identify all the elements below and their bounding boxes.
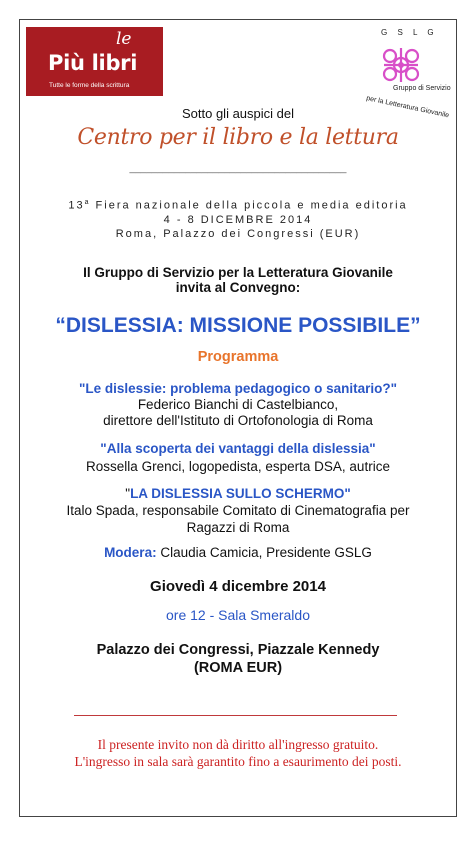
entry-note-line1: Il presente invito non dà diritto all'ingresso gratuito. [97, 737, 379, 752]
talk-3 [19, 485, 457, 536]
venue-line2: (ROMA EUR) [193, 660, 283, 676]
programma-heading: Programma [197, 349, 279, 365]
moderatore-label: Modera: [104, 545, 157, 560]
talk-3-speaker-org: Ragazzi di Roma [186, 520, 290, 535]
intro-line1: Il Gruppo di Servizio per la Letteratura Giovanile [83, 265, 393, 280]
invitation-intro [19, 265, 457, 295]
talk-3-speaker: Italo Spada, responsabile Comitato di Cinematografia per [66, 503, 410, 518]
gslg-letters: G S L G [381, 28, 438, 37]
moderatore [19, 545, 457, 560]
fiera-line1: 13$^a$ Fiera nazionale della piccola e media editoria [68, 199, 408, 212]
talk-2-speaker: Rossella Grenci, logopedista, esperta DSA, autrice [86, 459, 390, 474]
fiera-info [19, 196, 457, 241]
event-date: Giovedì 4 dicembre 2014 [150, 578, 326, 595]
venue-line1: Palazzo dei Congressi, Piazzale Kennedy [96, 642, 380, 658]
intro-line2: invita al Convegno: [175, 280, 301, 295]
event-venue [19, 641, 457, 677]
logo-tagline: Tutte le forme della scrittura [49, 82, 130, 89]
fiera-location: Roma, Palazzo dei Congressi (EUR) [115, 227, 361, 240]
fiera-dates: 4 - 8 DICEMBRE 2014 [163, 213, 313, 226]
entry-note [19, 736, 457, 770]
logo-main-text: Più libri [48, 51, 138, 75]
talk-3-title: "LA DISLESSIA SULLO SCHERMO" [125, 486, 351, 501]
convegno-title: “DISLESSIA: MISSIONE POSSIBILE” [55, 314, 421, 337]
talk-1-speaker: Federico Bianchi di Castelbianco, [137, 397, 339, 412]
event-time-room: ore 12 - Sala Smeraldo [166, 607, 310, 623]
gslg-emblem-icon [377, 44, 425, 86]
moderatore-name: Claudia Camicia, Presidente GSLG [156, 545, 372, 560]
gslg-name-line2: per la Letteratura Giovanile [365, 95, 450, 120]
dashed-divider: _______________________________________ [129, 163, 347, 174]
talk-2 [19, 440, 457, 476]
gslg-name-line1: Gruppo di Servizio [393, 85, 451, 92]
red-divider [74, 715, 397, 716]
centro-libro-heading: Centro per il libro e la lettura [77, 125, 399, 150]
gslg-logo [361, 26, 465, 118]
entry-note-line2: L'ingresso in sala sarà garantito fino a esaurimento dei posti. [74, 754, 402, 769]
talk-2-title: "Alla scoperta dei vantaggi della dislessia" [100, 441, 376, 456]
talk-1 [19, 381, 457, 429]
logo-script-text: le [116, 29, 132, 49]
talk-1-title: "Le dislessie: problema pedagogico o sanitario?" [78, 381, 398, 396]
auspici-text: Sotto gli auspici del [181, 106, 294, 121]
talk-1-speaker-role: direttore dell'Istituto di Ortofonologia di Roma [103, 413, 373, 428]
piu-libri-logo [26, 27, 163, 96]
